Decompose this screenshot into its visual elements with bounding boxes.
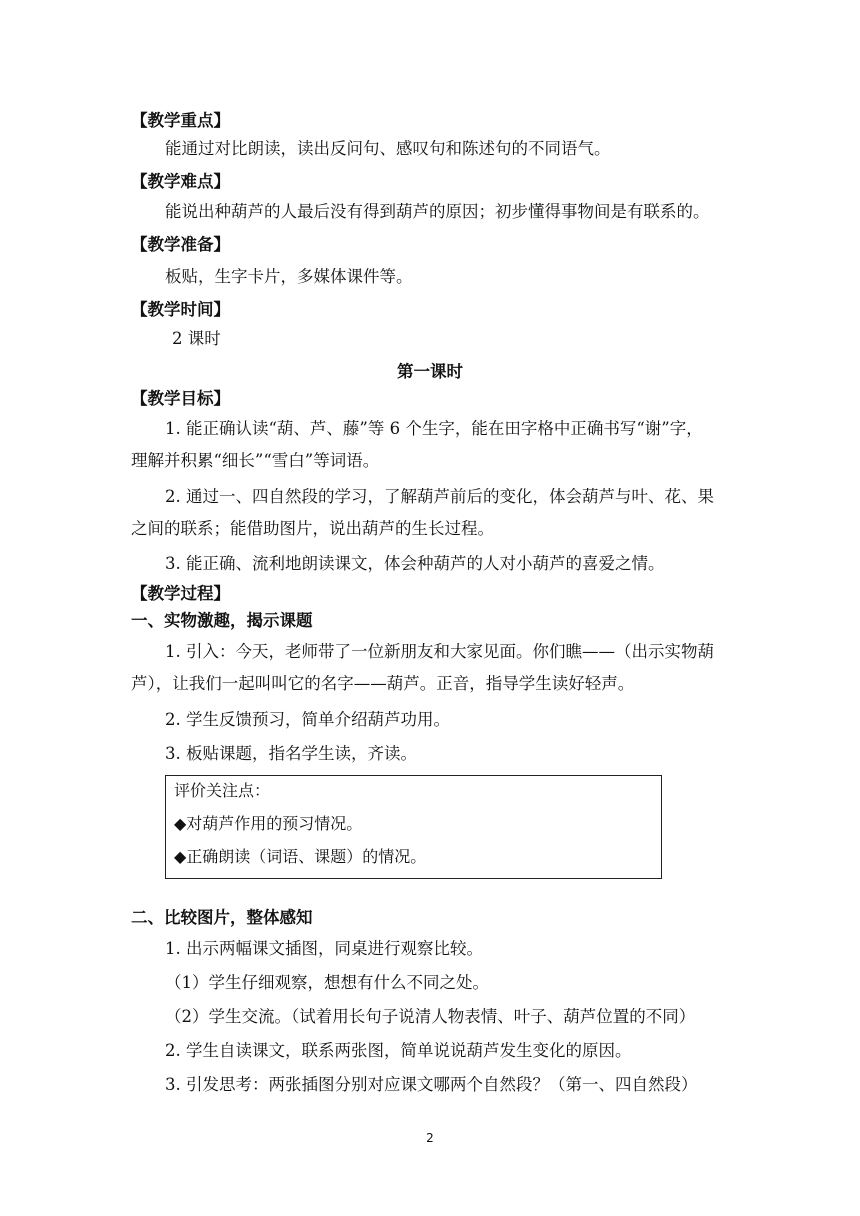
- lesson-title: 第一课时: [397, 362, 463, 381]
- part-2-step-3: 3. 引发思考：两张插图分别对应课文哪两个自然段？（第一、四自然段）: [165, 1075, 698, 1094]
- part-1-title: 一、实物激趣，揭示课题: [131, 611, 313, 630]
- evaluation-box: [165, 775, 662, 879]
- difficulty-text: 能说出种葫芦的人最后没有得到葫芦的原因；初步懂得事物间是有联系的。: [165, 202, 710, 221]
- goal-2-line-2: 之间的联系；能借助图片，说出葫芦的生长过程。: [131, 519, 494, 538]
- evaluation-point-2: ◆正确朗读（词语、课题）的情况。: [174, 847, 427, 866]
- prep-text: 板贴，生字卡片，多媒体课件等。: [165, 267, 413, 286]
- page-number: 2: [426, 1131, 434, 1145]
- part-2-step-2: 2. 学生自读课文，联系两张图，简单说说葫芦发生变化的原因。: [165, 1041, 632, 1060]
- goal-3: 3. 能正确、流利地朗读课文，体会种葫芦的人对小葫芦的喜爱之情。: [165, 554, 665, 573]
- part-1-step-1-line-1: 1. 引入：今天，老师带了一位新朋友和大家见面。你们瞧——（出示实物葫: [165, 642, 714, 661]
- goal-1-line-1: 1. 能正确认读“葫、芦、藤”等 6 个生字，能在田字格中正确书写“谢”字，: [165, 419, 703, 438]
- evaluation-title: 评价关注点：: [174, 781, 271, 800]
- difficulty-heading: 【教学难点】: [131, 172, 230, 191]
- time-text: 2 课时: [172, 329, 221, 348]
- evaluation-point-1: ◆对葫芦作用的预习情况。: [174, 814, 363, 833]
- part-1-step-2: 2. 学生反馈预习，简单介绍葫芦功用。: [165, 710, 450, 729]
- part-2-title: 二、比较图片，整体感知: [131, 908, 313, 927]
- focus-heading: 【教学重点】: [131, 111, 230, 130]
- part-1-step-3: 3. 板贴课题，指名学生读，齐读。: [165, 744, 417, 763]
- part-2-step-1a: （1）学生仔细观察，想想有什么不同之处。: [165, 973, 489, 992]
- part-2-step-1: 1. 出示两幅课文插图，同桌进行观察比较。: [165, 939, 483, 958]
- process-heading: 【教学过程】: [131, 584, 230, 603]
- goal-1-line-2: 理解并积累“细长”“雪白”等词语。: [131, 451, 380, 470]
- focus-text: 能通过对比朗读，读出反问句、感叹句和陈述句的不同语气。: [165, 139, 611, 158]
- time-heading: 【教学时间】: [131, 300, 230, 319]
- prep-heading: 【教学准备】: [131, 235, 230, 254]
- part-1-step-1-line-2: 芦），让我们一起叫叫它的名字——葫芦。正音，指导学生读好轻声。: [131, 674, 635, 693]
- part-2-step-1b: （2）学生交流。（试着用长句子说清人物表情、叶子、葫芦位置的不同）: [165, 1007, 696, 1026]
- goal-2-line-1: 2. 通过一、四自然段的学习，了解葫芦前后的变化，体会葫芦与叶、花、果: [165, 487, 714, 506]
- goals-heading: 【教学目标】: [131, 389, 230, 408]
